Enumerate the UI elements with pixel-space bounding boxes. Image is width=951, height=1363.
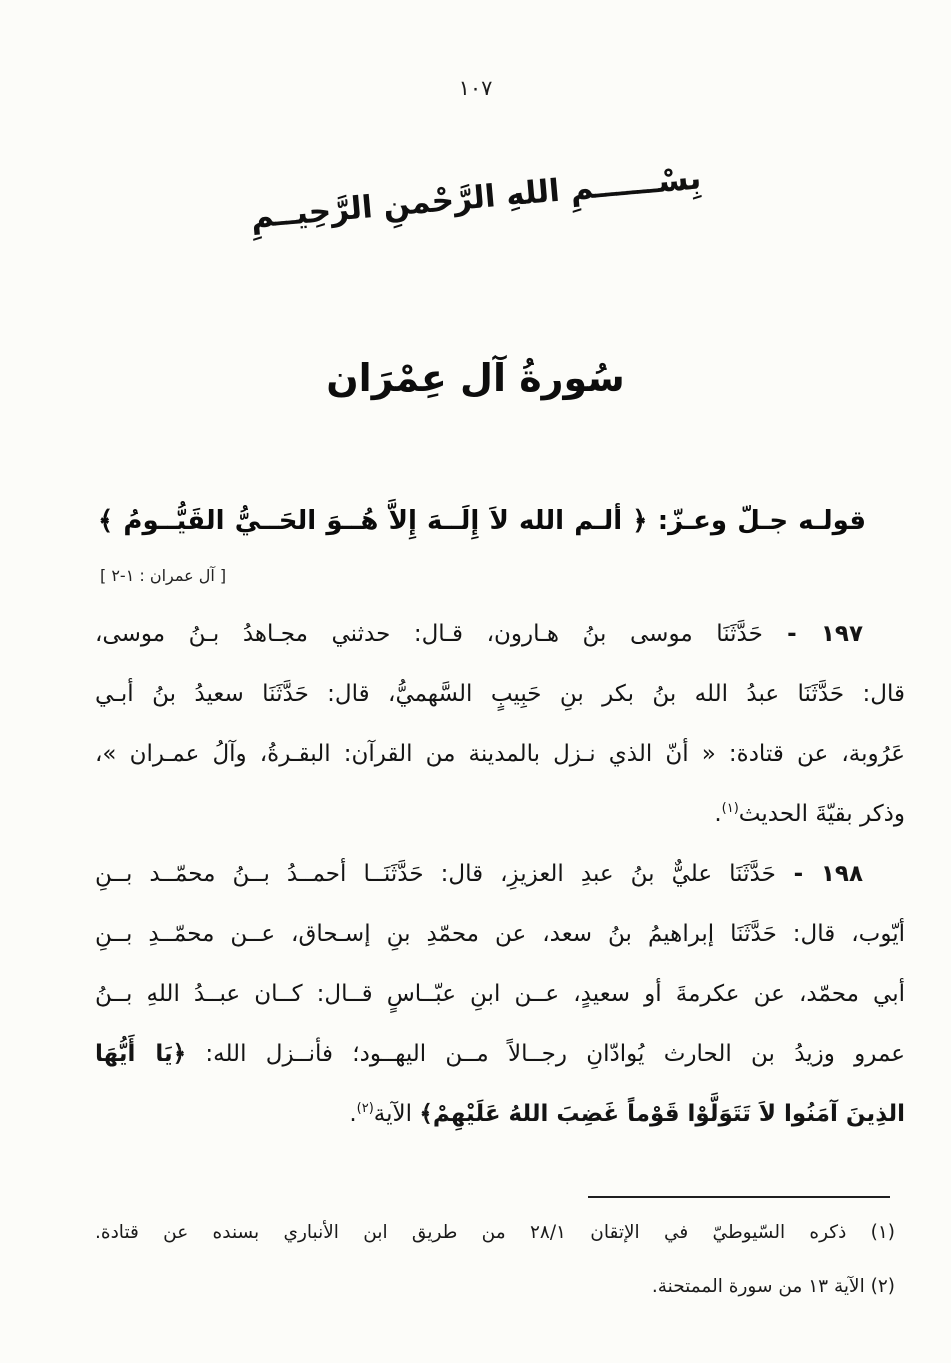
hadith-197-line-4-end: . [714,801,722,827]
verse-reference: [ آل عمران : ١-٢ ] [100,566,227,585]
footnote-2 [95,1264,895,1310]
quran-quote-start: ﴿يَا أَيُّهَا [95,1041,187,1067]
hadith-198-line-3: أبي محمّد، عن عكرمةَ أو سعيدٍ، عــن ابنِ عبّــاسٍ قــال: كــان عبــدُ اللهِ بــنُ [95,981,905,1007]
quran-quote-end: الذِينَ آمَنُوا لاَ تَتَوَلَّوْا قَوْماً غَضِبَ اللهُ عَلَيْهِمْ﴾ [419,1101,905,1127]
hadith-198-line-5-end: . [349,1101,357,1127]
footnote-ref-2: (٢) [356,1101,374,1116]
footnote-2-marker: (٢) [864,1276,895,1297]
hadith-197-line-3: عَرُوبة، عن قتادة: « أنّ الذي نـزل بالمدينة من القرآن: البقـرةُ، وآلُ عمـران »، [95,741,905,767]
footnote-separator-rule [588,1196,890,1198]
surah-title: سُورةُ آل عِمْرَان [326,356,625,400]
footnote-ref-1: (١) [721,801,739,816]
hadith-197-line-1 [95,604,905,664]
hadith-197-number: ١٩٧ - [762,621,864,647]
hadith-198-line-5 [95,1084,905,1144]
hadith-198-line-1-text: حَدَّثَنَا عليٌّ بنُ عبدِ العزيزِ، قال: حَدَّثَنَــا أحمــدُ بــنُ محمّــد بــنِ [95,861,776,887]
page-number: ١٠٧ [458,76,493,100]
basmala-calligraphy: بِسْــــــمِ اللهِ الرَّحْمنِ الرَّحِيــمِ [248,160,703,236]
footnote-1-marker: (١) [846,1222,895,1243]
opening-quran-quote: قولـه جـلّ وعـزّ: ﴿ ألـم الله لاَ إِلَــهَ إِلاَّ هُــوَ الحَــيُّ القَيُّــومُ ﴾ [98,506,866,536]
hadith-entry-198 [95,844,905,1144]
hadith-198-line-4 [95,1024,905,1084]
hadith-197-line-4-text: وذكر بقيّةَ الحديث [738,801,905,827]
hadith-197-line-4 [95,784,905,844]
hadith-198-line-1 [95,844,905,904]
footnote-1-text: ذكره السّيوطيّ في الإتقان ٢٨/١ من طريق ابن الأنباري بسنده عن قتادة. [95,1222,847,1243]
hadith-197-line-1-text: حَدَّثَنَا موسى بنُ هـارون، قـال: حدثني مجـاهدُ بـنُ موسى، [95,621,763,647]
hadith-198-line-5-text: الآية [373,1101,420,1127]
hadith-entry-197 [95,604,905,844]
basmala-wrap [0,160,951,236]
footnote-1 [95,1210,895,1256]
hadith-197-line-2: قال: حَدَّثَنَا عبدُ الله بنُ بكر بنِ حَبِيبٍ السَّهميُّ، قال: حَدَّثَنَا سعيدُ بنُ أبـي [95,681,905,707]
hadith-198-number: ١٩٨ - [775,861,863,887]
footnote-2-text: الآية ١٣ من سورة الممتحنة. [651,1276,865,1297]
hadith-198-line-4-text: عمرو وزيدُ بن الحارث يُوادّانِ رجــالاً مــن اليهــود؛ فأنــزل الله: [186,1041,905,1067]
hadith-198-line-2: أيّوب، قال: حَدَّثَنَا إبراهيمُ بنُ سعد، عن محمّدِ بنِ إسـحاق، عــن محمّــدِ بــنِ [95,921,905,947]
